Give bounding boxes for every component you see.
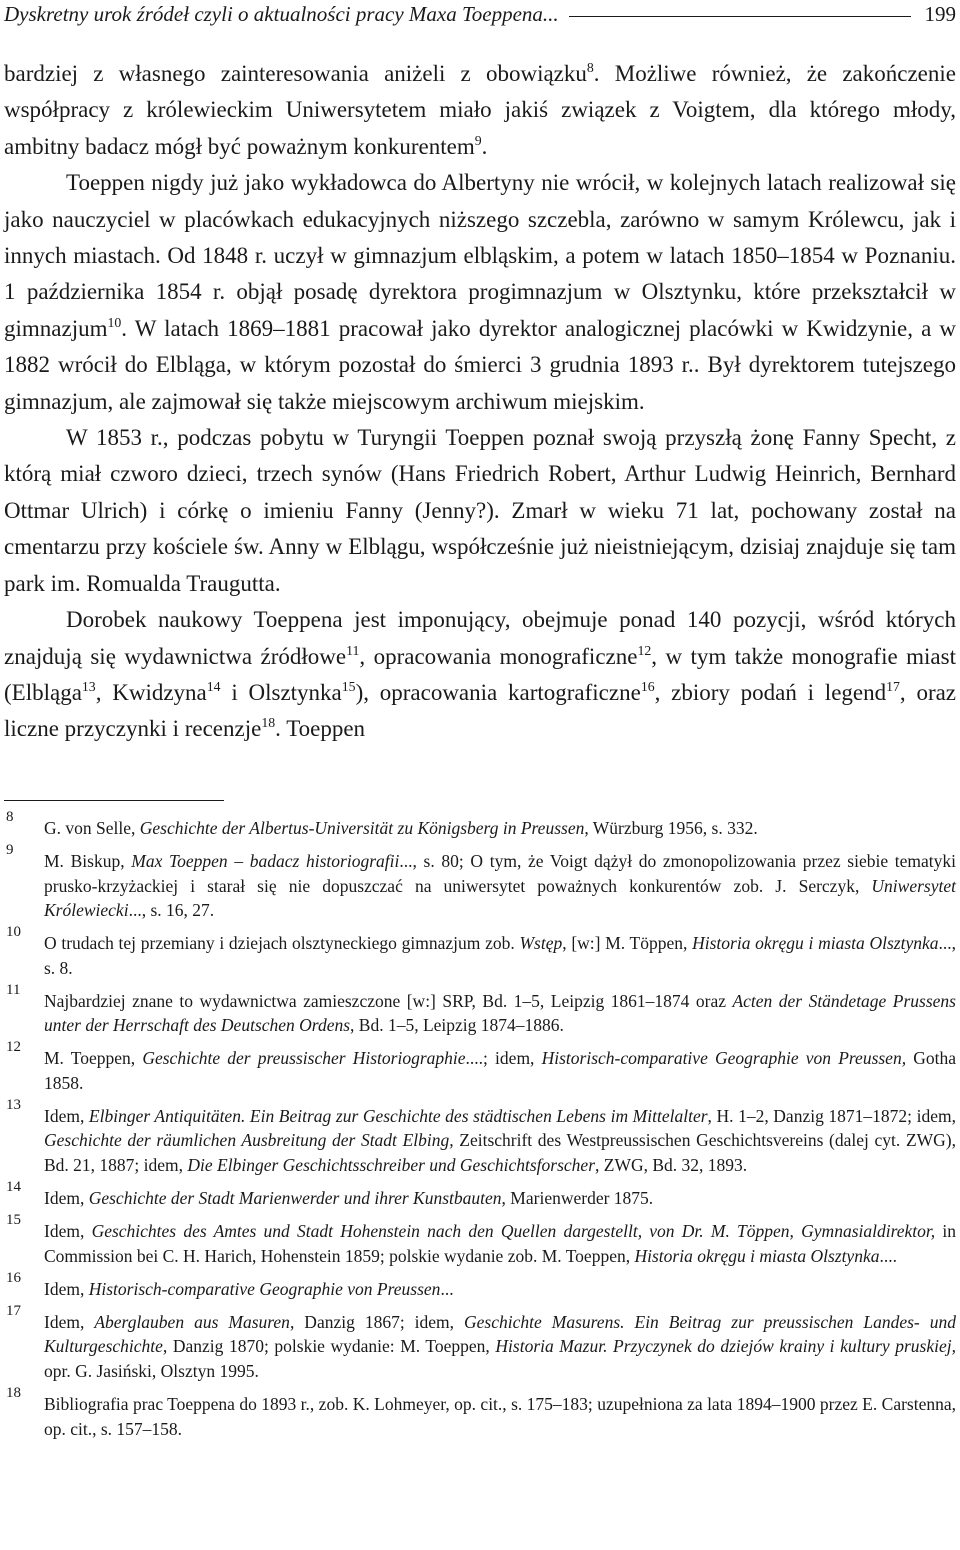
text-run: , Marienwerder 1875.: [501, 1188, 654, 1209]
footnote: [4, 924, 956, 980]
italic-title: Historia okręgu i miasta Olsztynka: [634, 1245, 880, 1266]
italic-title: Geschichte der preussischer Historiographie: [142, 1048, 466, 1069]
text-run: ....; idem,: [465, 1048, 542, 1069]
italic-title: Wstęp: [519, 933, 563, 954]
text-run: in Commission bei C. H. Harich, Hohenstein 1859; polskie wydanie zob. M. Toeppen,: [44, 1221, 956, 1266]
footnote-ref: 15: [341, 678, 356, 694]
footnote-ref: 13: [81, 678, 96, 694]
footnote-ref: 17: [886, 678, 900, 694]
text-run: Dorobek naukowy Toeppena jest imponujący, obejmuje ponad 140 pozycji, wśród których znajdują się wydawnictwa źródłowe: [4, 607, 956, 669]
footnote-number: 12: [6, 1039, 21, 1056]
text-run: , zbiory podań i legend: [654, 679, 887, 705]
text-run: Idem,: [44, 1106, 89, 1127]
italic-title: Geschichte der Stadt Marienwerder und ihrer Kunstbauten: [88, 1188, 502, 1209]
footnote-number: 17: [6, 1303, 21, 1320]
footnote: [4, 1303, 957, 1383]
footnote-number: 13: [6, 1097, 21, 1114]
text-run: . W latach 1869–1881 pracował jako dyrektor analogicznej placówki w Kwidzynie, a w 1882 wrócił do Elbląga, w którym pozostał do śmierci 3 grudnia 1893 r.. Był dyrektorem tutejszego gimnazjum, ale zajmował się także miejscowym archiwum miejskim.: [4, 315, 956, 414]
footnote: [4, 1212, 956, 1268]
footnote-ref: 11: [346, 642, 360, 658]
footnote-number: 16: [6, 1269, 21, 1286]
italic-title: Historisch-comparative Geographie von Preussen: [88, 1278, 441, 1299]
footnote-number: 15: [6, 1212, 21, 1229]
text-run: G. von Selle,: [44, 818, 140, 838]
italic-title: Geschichte Masurens. Ein Beitrag zur preussischen Landes- und Kulturgeschichte: [44, 1312, 956, 1357]
italic-title: Aberglauben aus Masuren: [94, 1312, 290, 1333]
italic-title: Acten der Ständetage Prussens unter der Herrschaft des Deutschen Ordens: [44, 990, 956, 1036]
footnote: [4, 1179, 956, 1210]
footnote: [4, 809, 956, 840]
footnote-number: 11: [6, 981, 21, 998]
footnote-number: 14: [6, 1179, 21, 1196]
italic-title: Historia Mazur. Przyczynek do dziejów krainy i kultury pruskiej,: [495, 1336, 957, 1357]
text-run: , w tym także monografie miast (Elbląga: [4, 643, 956, 705]
italic-title: Geschichte der räumlichen Ausbreitung der Stadt Elbing,: [44, 1130, 454, 1151]
text-run: opr. G. Jasiński, Olsztyn 1995.: [44, 1360, 259, 1381]
text-run: ...: [440, 1278, 454, 1299]
footnote: [4, 981, 956, 1038]
footnote-ref: 16: [640, 678, 655, 694]
text-run: ....: [879, 1245, 897, 1266]
footnote-ref: 8: [586, 60, 594, 76]
running-title: Dyskretny urok źródeł czyli o aktualności pracy Maxa Toeppena...: [4, 2, 559, 26]
footnote-ref: 18: [261, 715, 276, 731]
text-run: M. Toeppen,: [44, 1048, 143, 1069]
header-rule: [569, 16, 911, 17]
text-run: , Danzig 1870; polskie wydanie: M. Toeppen,: [162, 1336, 496, 1357]
text-run: i Olsztynka: [220, 679, 342, 705]
footnote: [4, 1039, 957, 1095]
italic-title: Historisch-comparative Geographie von Preussen,: [541, 1048, 907, 1069]
italic-title: Max Toeppen – badacz historiografii: [131, 851, 400, 872]
footnote-separator: [4, 800, 224, 801]
text-run: ), opracowania kartograficzne: [355, 679, 641, 705]
text-run: Toeppen nigdy już jako wykładowca do Albertyny nie wrócił, w kolejnych latach realizował się jako nauczyciel w placówkach edukacyjnych niższego szczebla, zarówno w samym Królewcu, jak i innych miastach. Od 1848 r. uczył w gimnazjum elbląskim, a potem w latach 1850–1854 w Poznaniu. 1 października 1854 r. objął posadę dyrektora progimnazjum w Olsztynku, które przekształcił w gimnazjum: [4, 170, 956, 341]
text-run: ..., s. 16, 27.: [128, 900, 215, 921]
text-run: ..., s. 8.: [44, 933, 956, 978]
text-run: Najbardziej znane to wydawnictwa zamieszczone [w:] SRP, Bd. 1–5, Leipzig 1861–1874 oraz: [44, 990, 733, 1011]
text-run: Idem,: [44, 1188, 89, 1209]
italic-title: Geschichte der Albertus-Universität zu Königsberg in Preussen: [139, 818, 585, 838]
italic-title: Die Elbinger Geschichtsschreiber und Geschichtsforscher: [187, 1154, 596, 1175]
text-run: Gotha 1858.: [44, 1048, 957, 1093]
paragraph: [4, 420, 956, 602]
running-header: [4, 2, 956, 32]
text-run: ..., s. 80; O tym, że Voigt dążył do zmonopolizowania przez siebie tematyki prusko-krzyżackiej i starał się nie dopuszczać na uniwersytet poważnych konkurentów zob. J. Serczyk,: [44, 851, 957, 896]
footnote-ref: 10: [107, 314, 122, 330]
text-run: M. Biskup,: [44, 851, 132, 872]
text-run: Idem,: [44, 1312, 95, 1333]
italic-title: Historia okręgu i miasta Olsztynka: [692, 933, 939, 954]
text-run: , Bd. 1–5, Leipzig 1874–1886.: [350, 1015, 564, 1036]
text-run: Idem,: [44, 1221, 92, 1242]
text-run: . Możliwe również, że zakończenie współpracy z królewieckim Uniwersytetem miało jakiś związek z Voigtem, dla którego młody, ambitny badacz mógł być poważnym konkurentem: [4, 61, 956, 159]
text-run: , [w:] M. Töppen,: [562, 933, 693, 954]
footnote-number: 9: [6, 842, 14, 859]
paragraph: [4, 602, 956, 748]
footnotes: [4, 809, 957, 1450]
text-run: , H. 1–2, Danzig 1871–1872; idem,: [707, 1106, 956, 1127]
footnote-ref: 12: [637, 642, 652, 658]
text-run: .: [481, 133, 488, 159]
paragraph: [4, 165, 956, 420]
text-run: W 1853 r., podczas pobytu w Turyngii Toeppen poznał swoją przyszłą żonę Fanny Specht, z którą miał czworo dzieci, trzech synów (Hans Friedrich Robert, Arthur Ludwig Heinrich, Bernhard Ottmar Ulrich) i córkę o imieniu Fanny (Jenny?). Zmarł w wieku 71 lat, pochowany został na cmentarzu przy kościele św. Anny w Elblągu, współcześnie już nieistniejącym, dzisiaj znajduje się tam park im. Romualda Traugutta.: [4, 425, 956, 596]
text-run: , Kwidzyna: [95, 679, 207, 705]
italic-title: Uniwersytet Królewiecki: [44, 875, 956, 921]
footnote-number: 10: [6, 924, 21, 941]
page-number: 199: [924, 2, 956, 26]
italic-title: Elbinger Antiquitäten. Ein Beitrag zur Geschichte des städtischen Lebens im Mittelalter: [88, 1106, 708, 1127]
footnote-number: 18: [6, 1385, 21, 1402]
text-run: , Danzig 1867; idem,: [289, 1312, 465, 1333]
paragraph: [4, 56, 956, 165]
body-text: [4, 56, 956, 748]
footnote: [4, 1385, 956, 1441]
text-run: bardziej z własnego zainteresowania aniżeli z obowiązku: [4, 61, 587, 86]
text-run: O trudach tej przemiany i dziejach olsztyneckiego gimnazjum zob.: [44, 933, 520, 954]
footnote: [4, 842, 957, 922]
text-run: , opracowania monograficzne: [359, 643, 638, 669]
text-run: Zeitschrift des Westpreussischen Geschichtsvereins (dalej cyt. ZWG), Bd. 21, 1887; idem,: [44, 1130, 956, 1175]
footnote: [4, 1097, 956, 1177]
footnote-ref: 9: [474, 132, 482, 148]
text-run: Bibliografia prac Toeppena do 1893 r., zob. K. Lohmeyer, op. cit., s. 175–183; uzupełniona za lata 1894–1900 przez E. Carstenna, op. cit., s. 157–158.: [44, 1394, 956, 1439]
text-run: . Toeppen: [275, 716, 366, 742]
text-run: , oraz liczne przyczynki i recenzje: [4, 679, 957, 742]
footnote-ref: 14: [206, 678, 221, 694]
text-run: , Würzburg 1956, s. 332.: [584, 818, 758, 838]
text-run: Idem,: [44, 1278, 89, 1299]
italic-title: Geschichtes des Amtes und Stadt Hohenstein nach den Quellen dargestellt, von Dr. M. Töppen, Gymnasialdirektor,: [91, 1221, 936, 1242]
footnote: [4, 1269, 956, 1301]
footnote-number: 8: [6, 809, 14, 825]
text-run: , ZWG, Bd. 32, 1893.: [595, 1154, 748, 1175]
